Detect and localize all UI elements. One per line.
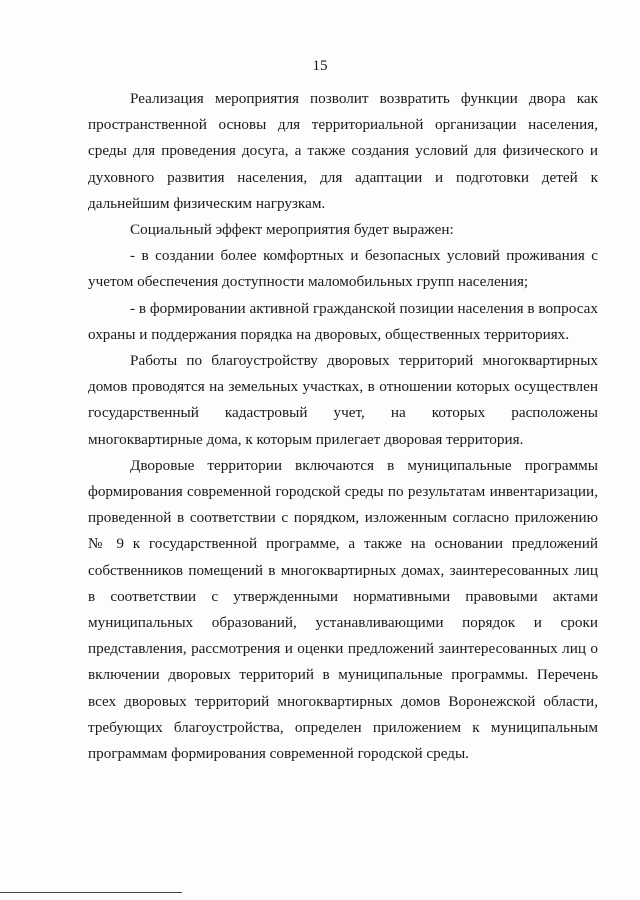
- paragraph-5: Работы по благоустройству дворовых территорий многоквартирных домов проводятся на земельных участках, в отношении которых осуществлен государственный кадастровый учет, на которых расположены многоквартирные дома, к которым прилегает дворовая территория.: [88, 352, 598, 448]
- page-number: 15: [312, 58, 328, 74]
- paragraph-1: Реализация мероприятия позволит возвратить функции двора как пространственной основы для территориальной организации населения, среды для проведения досуга, а также создания условий для физического и духовного развития населения, для адаптации и подготовки детей к дальнейшим физическим нагрузкам.: [88, 90, 598, 212]
- paragraph-2: Социальный эффект мероприятия будет выражен:: [130, 221, 454, 239]
- document-body: [88, 86, 598, 767]
- paragraph-4: - в формировании активной гражданской позиции населения в вопросах охраны и поддержания порядка на дворовых, общественных территориях.: [88, 299, 598, 343]
- paragraph-6: Дворовые территории включаются в муниципальные программы формирования современной городской среды по результатам инвентаризации, проведенной в соответствии с порядком, изложенным согласно приложению № 9 к государственной программе, а также на основании предложений собственников помещений в многоквартирных домах, заинтересованных лиц в соответствии с утвержденными нормативными правовыми актами муниципальных образований, устанавливающими порядок и сроки представления, рассмотрения и оценки предложений заинтересованных лиц о включении дворовых территорий в муниципальные программы. Перечень всех дворовых территорий многоквартирных домов Воронежской области, требующих благоустройства, определен приложением к муниципальным программам формирования современной городской среды.: [88, 456, 598, 763]
- footer-rule: [0, 892, 182, 893]
- paragraph-3: - в создании более комфортных и безопасных условий проживания с учетом обеспечения доступности маломобильных групп населения;: [88, 247, 598, 291]
